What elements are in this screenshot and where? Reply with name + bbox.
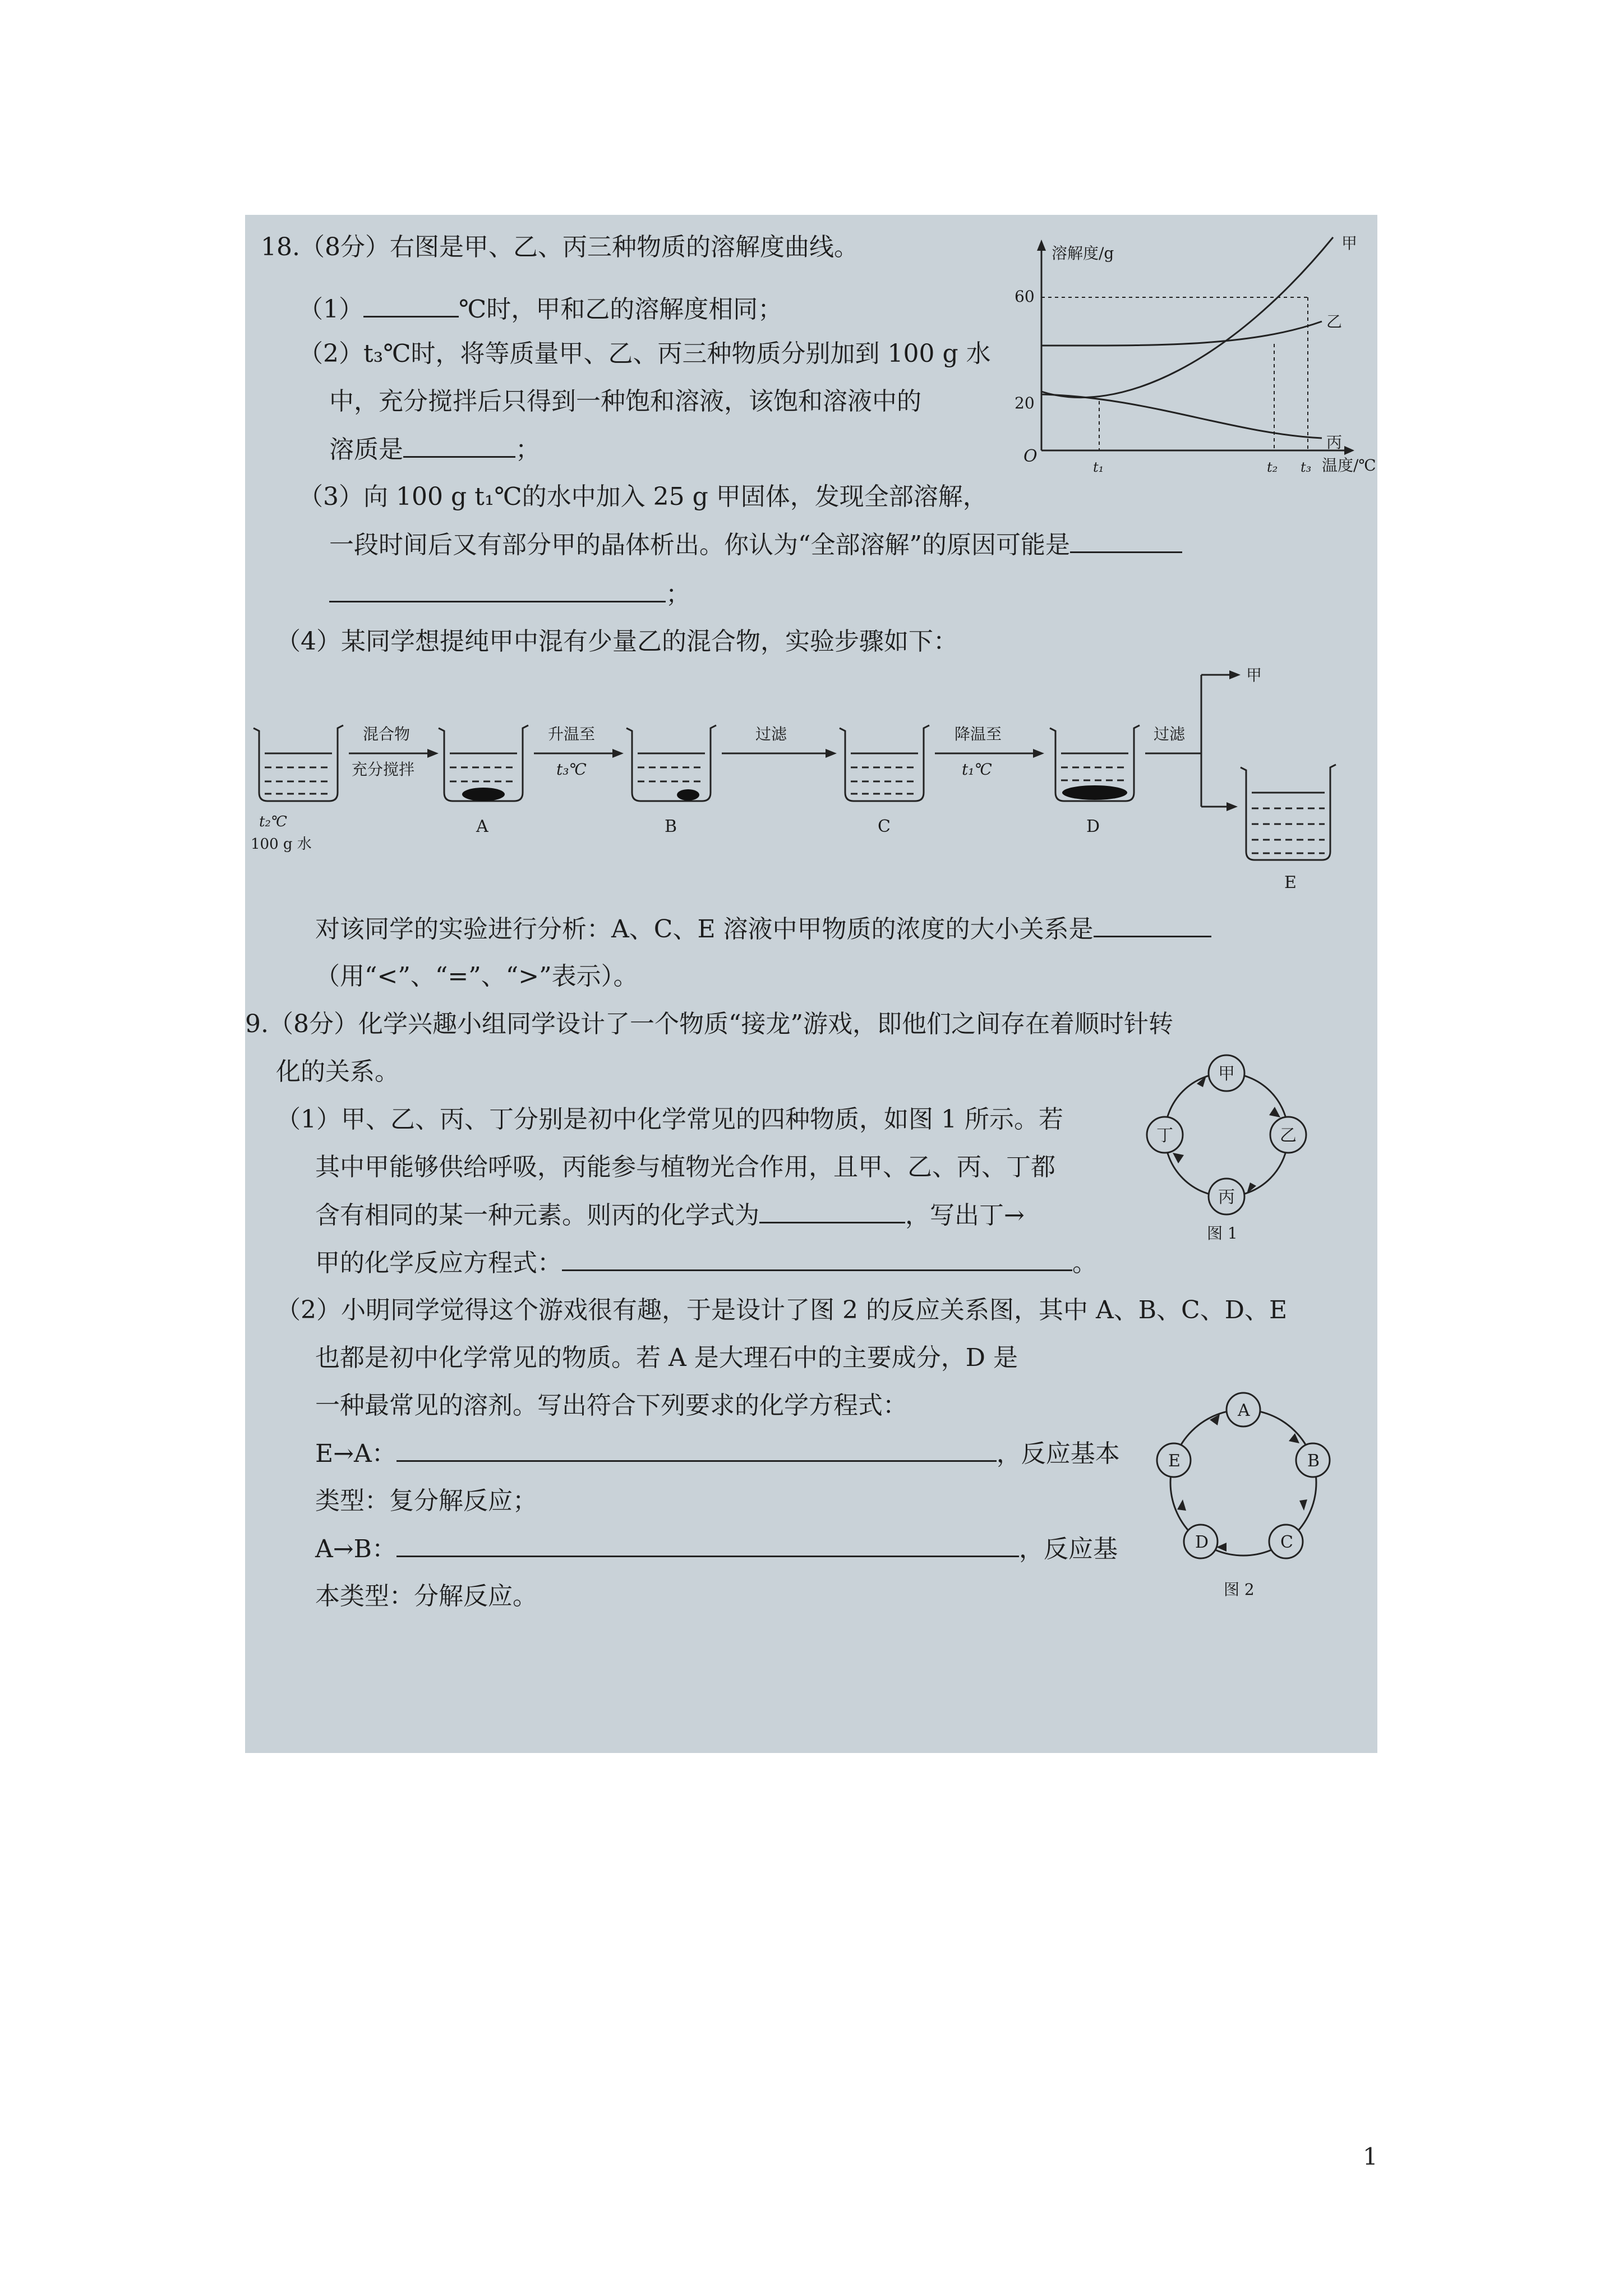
label-D: D xyxy=(1086,817,1100,836)
q19-part2-line3: 一种最常见的溶剂。写出符合下列要求的化学方程式： xyxy=(315,1391,907,1420)
answer-blank xyxy=(1070,529,1182,553)
beaker-A xyxy=(439,725,528,801)
q19-title-line1: 9.（8分）化学兴趣小组同学设计了一个物质“接龙”游戏，即他们之间存在着顺时针转 xyxy=(245,1010,1173,1038)
y-axis-arrow xyxy=(1037,240,1046,251)
purification-process-diagram xyxy=(245,664,1377,899)
curve-bing xyxy=(1041,394,1322,438)
answer-blank xyxy=(329,578,666,602)
ytick-60: 60 xyxy=(1015,287,1035,306)
q19-part2-line1: （2）小明同学觉得这个游戏很有趣，于是设计了图 2 的反应关系图，其中 A、B、C、D、E xyxy=(276,1296,1288,1324)
q18-part2-line3 xyxy=(329,434,540,466)
arrow-to-E-head xyxy=(1227,802,1238,811)
step2-bottom-label: t₃℃ xyxy=(556,760,587,779)
node-A-label: A xyxy=(1238,1401,1250,1420)
q18-part2-line1: （2）t₃℃时，将等质量甲、乙、丙三种物质分别加到 100 g 水 xyxy=(298,339,991,368)
answer-blank xyxy=(1094,913,1211,937)
q18-part2-suffix: ； xyxy=(515,435,540,464)
step1-top-label: 混合物 xyxy=(363,725,411,743)
answer-blank xyxy=(759,1199,905,1223)
beaker-B xyxy=(626,725,716,801)
q18-part3-text: 一段时间后又有部分甲的晶体析出。你认为“全部溶解”的原因可能是 xyxy=(329,531,1070,559)
q19-part1-line4-suffix: 。 xyxy=(1072,1249,1097,1277)
arrow-bing-to-ding xyxy=(1173,1153,1184,1163)
xtick-t1: t₁ xyxy=(1093,459,1104,475)
arrow-to-jia-head xyxy=(1229,670,1241,679)
q19-part1-line4 xyxy=(315,1247,1097,1279)
q18-analysis-line2: （用“<”、“=”、“>”表示）。 xyxy=(315,962,638,991)
q18-part3-line3 xyxy=(329,578,690,610)
start-temp-label: t₂℃ xyxy=(259,813,287,830)
arrow-D-to-E xyxy=(1177,1499,1186,1511)
curve-label-jia: 甲 xyxy=(1341,234,1358,252)
q18-part3-line2 xyxy=(329,529,1182,561)
node-jia-label: 甲 xyxy=(1218,1064,1235,1084)
node-E-label: E xyxy=(1168,1451,1181,1471)
q18-part2-prefix: 溶质是 xyxy=(329,435,403,464)
q19-part2-line2: 也都是初中化学常见的物质。若 A 是大理石中的主要成分，D 是 xyxy=(315,1343,1018,1372)
step1-bottom-label: 充分搅拌 xyxy=(352,760,415,779)
q19-part2-line6-suffix: ，反应基 xyxy=(1018,1535,1118,1563)
q19-part2-line5: 类型：复分解反应； xyxy=(315,1487,537,1515)
figure2-cycle-diagram xyxy=(1148,1387,1339,1623)
q19-part1-line3-prefix: 含有相同的某一种元素。则丙的化学式为 xyxy=(315,1201,759,1230)
arrow-jia-to-yi xyxy=(1269,1107,1280,1117)
node-yi-label: 乙 xyxy=(1280,1126,1297,1145)
x-axis-label: 温度/℃ xyxy=(1322,456,1376,475)
arrow-B-to-C xyxy=(1299,1499,1307,1511)
x-axis-arrow xyxy=(1344,446,1354,455)
q18-part1-prefix: （1） xyxy=(298,295,363,324)
figure2-caption: 图 2 xyxy=(1224,1580,1255,1599)
answer-blank xyxy=(396,1533,1019,1557)
step3-top-label: 过滤 xyxy=(755,725,787,743)
q19-part1-line2: 其中甲能够供给呼吸，丙能参与植物光合作用，且甲、乙、丙、丁都 xyxy=(315,1153,1055,1181)
arrow-step4-head xyxy=(1033,749,1044,758)
beaker-C xyxy=(840,725,929,801)
node-bing-label: 丙 xyxy=(1218,1188,1235,1207)
q19-part2-line6-prefix: A→B： xyxy=(315,1535,396,1563)
q18-part4-line1: （4）某同学想提纯甲中混有少量乙的混合物，实验步骤如下： xyxy=(276,627,958,656)
step2-top-label: 升温至 xyxy=(548,725,596,743)
beaker-E xyxy=(1241,765,1336,860)
q19-title-line2: 化的关系。 xyxy=(276,1057,399,1086)
node-ding-label: 丁 xyxy=(1156,1126,1173,1145)
node-D-label: D xyxy=(1195,1533,1209,1552)
arrow-step1-head xyxy=(427,749,439,758)
q19-part2-line6 xyxy=(315,1533,1118,1565)
q19-part1-line4-prefix: 甲的化学反应方程式： xyxy=(315,1249,562,1277)
node-C-label: C xyxy=(1280,1533,1293,1552)
label-E: E xyxy=(1284,873,1297,892)
answer-blank xyxy=(396,1438,997,1462)
origin-label: O xyxy=(1023,447,1038,466)
curve-yi xyxy=(1041,321,1322,346)
beaker-start xyxy=(253,725,343,801)
solubility-curve-chart xyxy=(1008,226,1376,475)
xtick-t3: t₃ xyxy=(1301,459,1312,475)
step5-top-label: 过滤 xyxy=(1154,725,1186,743)
q19-part1-line3 xyxy=(315,1199,1025,1231)
q18-title: 18.（8分）右图是甲、乙、丙三种物质的溶解度曲线。 xyxy=(261,233,859,261)
q19-part2-line4-prefix: E→A： xyxy=(315,1439,396,1468)
answer-blank xyxy=(403,434,515,458)
q19-part1-line1: （1）甲、乙、丙、丁分别是初中化学常见的四种物质，如图 1 所示。若 xyxy=(276,1105,1063,1134)
label-C: C xyxy=(878,817,891,836)
label-A: A xyxy=(476,817,488,836)
beaker-D xyxy=(1050,725,1140,801)
curve-label-yi: 乙 xyxy=(1326,312,1343,331)
label-B: B xyxy=(665,817,677,836)
step4-top-label: 降温至 xyxy=(955,725,1002,743)
node-B-label: B xyxy=(1307,1451,1320,1471)
arrow-step2-head xyxy=(612,749,624,758)
q18-part1 xyxy=(298,293,782,325)
curve-label-bing: 丙 xyxy=(1326,433,1343,452)
answer-blank xyxy=(363,293,459,318)
q18-part2-line2: 中，充分搅拌后只得到一种饱和溶液，该饱和溶液中的 xyxy=(329,387,921,416)
q19-part2-line7: 本类型：分解反应。 xyxy=(315,1582,537,1611)
q19-part2-line4 xyxy=(315,1438,1120,1470)
q18-part1-suffix: ℃时，甲和乙的溶解度相同； xyxy=(459,295,783,324)
answer-blank xyxy=(562,1247,1072,1271)
figure1-caption: 图 1 xyxy=(1207,1224,1238,1243)
page-number: 1 xyxy=(1363,2143,1378,2170)
arrow-step3-head xyxy=(826,749,837,758)
ytick-20: 20 xyxy=(1015,394,1035,412)
q18-part3-line1: （3）向 100 g t₁℃的水中加入 25 g 甲固体，发现全部溶解， xyxy=(298,482,988,511)
q18-part3-suffix: ； xyxy=(666,580,690,609)
q19-part2-line4-suffix: ，反应基本 xyxy=(996,1439,1120,1468)
scanned-exam-photo xyxy=(245,215,1377,1753)
q19-part1-line3-suffix: ，写出丁→ xyxy=(905,1201,1025,1230)
step4-bottom-label: t₁℃ xyxy=(962,760,992,779)
y-axis-label: 溶解度/g xyxy=(1052,244,1114,263)
q18-analysis-line1 xyxy=(315,913,1211,945)
xtick-t2: t₂ xyxy=(1267,459,1278,475)
output-jia-label: 甲 xyxy=(1246,666,1262,684)
start-water-label: 100 g 水 xyxy=(251,836,312,853)
q18-analysis-text: 对该同学的实验进行分析：A、C、E 溶液中甲物质的浓度的大小关系是 xyxy=(315,915,1094,944)
figure1-cycle-diagram xyxy=(1142,1053,1311,1278)
